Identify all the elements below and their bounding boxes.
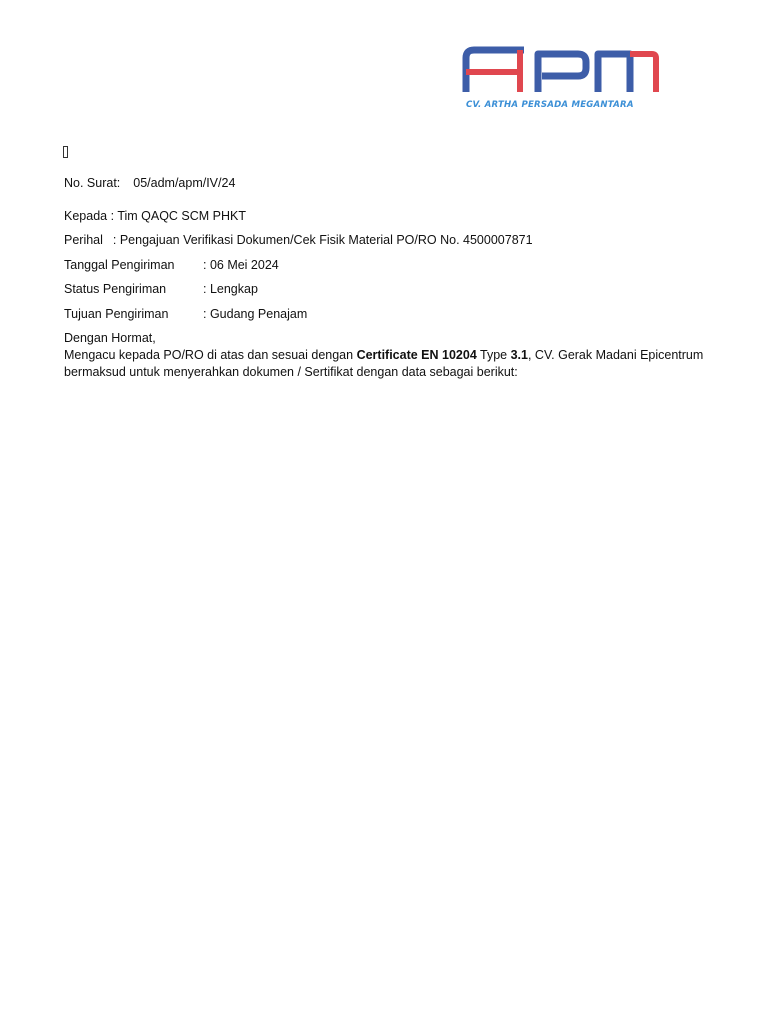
certificate-type: 3.1 [510,348,528,362]
company-name: CV. ARTHA PERSADA MEGANTARA [466,100,634,110]
unknown-glyph-icon [63,146,68,158]
field-row-status [64,281,258,297]
field-label: Tanggal Pengiriman [64,258,175,272]
body-paragraph [64,347,724,380]
no-surat-line [64,175,235,191]
field-value: : 06 Mei 2024 [203,258,279,272]
certificate-name: Certificate EN 10204 [356,348,477,362]
company-logo [462,44,662,116]
no-surat-value: 05/adm/apm/IV/24 [133,176,236,190]
kepada-label: Kepada [64,209,108,223]
perihal-line [64,232,533,248]
body-text-3: , CV. Gerak Madani Epicentrum bermaksud untuk menyerahkan dokumen / Sertifikat dengan data sebagai berikut: [64,348,704,379]
kepada-value: : Tim QAQC SCM PHKT [110,209,247,223]
field-value: : Lengkap [203,282,258,296]
perihal-label: Perihal [64,233,103,247]
field-row-tanggal [64,257,279,273]
apm-logo-mark [462,44,662,96]
body-text-2: Type [476,348,511,362]
field-label: Tujuan Pengiriman [64,307,169,321]
field-row-tujuan [64,306,307,322]
salutation: Dengan Hormat, [64,331,156,345]
field-value: : Gudang Penajam [203,307,308,321]
body-text-1: Mengacu kepada PO/RO di atas dan sesuai dengan [64,348,357,362]
no-surat-label: No. Surat: [64,176,121,190]
perihal-value: : Pengajuan Verifikasi Dokumen/Cek Fisik Material PO/RO No. 4500007871 [112,233,533,247]
kepada-line [64,208,246,224]
field-label: Status Pengiriman [64,282,167,296]
